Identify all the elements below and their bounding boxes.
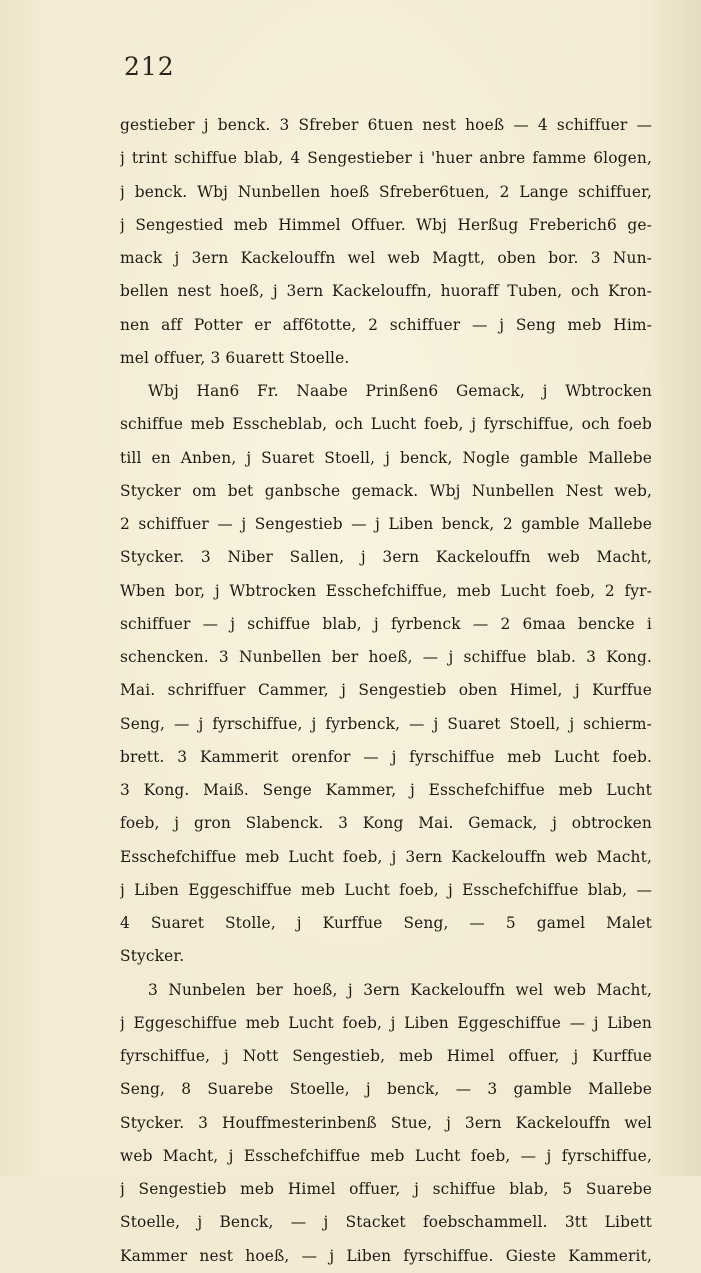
text-line: mel offuer, 3 6uarett Stoelle.	[120, 348, 350, 367]
text-line: 3 Nunbelen ber hoeß, j 3ern Kackelouffn wel web Macht,	[148, 980, 652, 999]
text-line: j benck. Wbj Nunbellen hoeß Sfreber6tuen, 2 Lange schiffuer,	[120, 182, 652, 201]
text-line: Mai. schriffuer Cammer, j Sengestieb oben Himel, j Kurffue	[120, 681, 652, 700]
text-line: schiffue meb Esscheblab, och Lucht foeb, j fyrschiffue, och foeb	[120, 415, 652, 434]
text-line: Seng, — j fyrschiffue, j fyrbenck, — j Suaret Stoell, j schierm-	[120, 714, 652, 733]
text-line: Stycker.	[120, 947, 185, 966]
text-line: 2 schiffuer — j Sengestieb — j Liben benck, 2 gamble Mallebe	[120, 515, 652, 533]
text-line: brett. 3 Kammerit orenfor — j fyrschiffue meb Lucht foeb.	[120, 747, 652, 766]
text-line: Stoelle, j Benck, — j Stacket foebschammell. 3tt Libett	[120, 1213, 652, 1232]
text-line: j Liben Eggeschiffue meb Lucht foeb, j Esschefchiffue blab, —	[120, 880, 652, 899]
page-number: 212	[124, 52, 175, 81]
page-text	[120, 109, 652, 1273]
text-line: Wbj Han6 Fr. Naabe Prinßen6 Gemack, j Wbtrocken	[148, 382, 652, 400]
text-line: foeb, j gron Slabenck. 3 Kong Mai. Gemack, j obtrocken	[120, 814, 652, 833]
text-line: j Sengestieb meb Himel offuer, j schiffue blab, 5 Suarebe	[120, 1180, 652, 1198]
text-line: 4 Suaret Stolle, j Kurffue Seng, — 5 gamel Malet	[120, 914, 652, 932]
text-line: 3 Kong. Maiß. Senge Kammer, j Esschefchiffue meb Lucht	[120, 781, 652, 799]
text-line: j Sengestied meb Himmel Offuer. Wbj Herßug Freberich6 ge-	[120, 215, 652, 234]
text-line: fyrschiffue, j Nott Sengestieb, meb Himel offuer, j Kurffue	[120, 1047, 652, 1065]
text-line: schiffuer — j schiffue blab, j fyrbenck — 2 6maa bencke i	[120, 614, 652, 633]
text-line: till en Anben, j Suaret Stoell, j benck, Nogle gamble Mallebe	[120, 448, 652, 467]
text-line: Esschefchiffue meb Lucht foeb, j 3ern Kackelouffn web Macht,	[120, 847, 652, 866]
text-line: Stycker. 3 Niber Sallen, j 3ern Kackelouffn web Macht,	[120, 548, 652, 567]
text-line: nen aff Potter er aff6totte, 2 schiffuer — j Seng meb Him-	[120, 315, 652, 334]
text-line: schencken. 3 Nunbellen ber hoeß, — j schiffue blab. 3 Kong.	[120, 648, 652, 666]
text-line: j trint schiffue blab, 4 Sengestieber i 'huer anbre famme 6logen,	[120, 149, 652, 168]
text-line: Wben bor, j Wbtrocken Esschefchiffue, meb Lucht foeb, 2 fyr-	[120, 581, 652, 600]
text-line: bellen nest hoeß, j 3ern Kackelouffn, huoraff Tuben, och Kron-	[120, 282, 652, 301]
text-line: Stycker om bet ganbsche gemack. Wbj Nunbellen Nest web,	[120, 481, 652, 500]
text-line: Stycker. 3 Houffmesterinbenß Stue, j 3ern Kackelouffn wel	[120, 1113, 652, 1132]
text-line: web Macht, j Esschefchiffue meb Lucht foeb, — j fyrschiffue,	[120, 1146, 652, 1165]
text-line: gestieber j benck. 3 Sfreber 6tuen nest hoeß — 4 schiffuer —	[120, 116, 652, 134]
text-line: Seng, 8 Suarebe Stoelle, j benck, — 3 gamble Mallebe	[120, 1080, 652, 1099]
text-line: mack j 3ern Kackelouffn wel web Magtt, oben bor. 3 Nun-	[120, 249, 652, 267]
text-line: j Eggeschiffue meb Lucht foeb, j Liben Eggeschiffue — j Liben	[120, 1013, 652, 1032]
text-line: Kammer nest hoeß, — j Liben fyrschiffue. Gieste Kammerit,	[120, 1246, 652, 1265]
